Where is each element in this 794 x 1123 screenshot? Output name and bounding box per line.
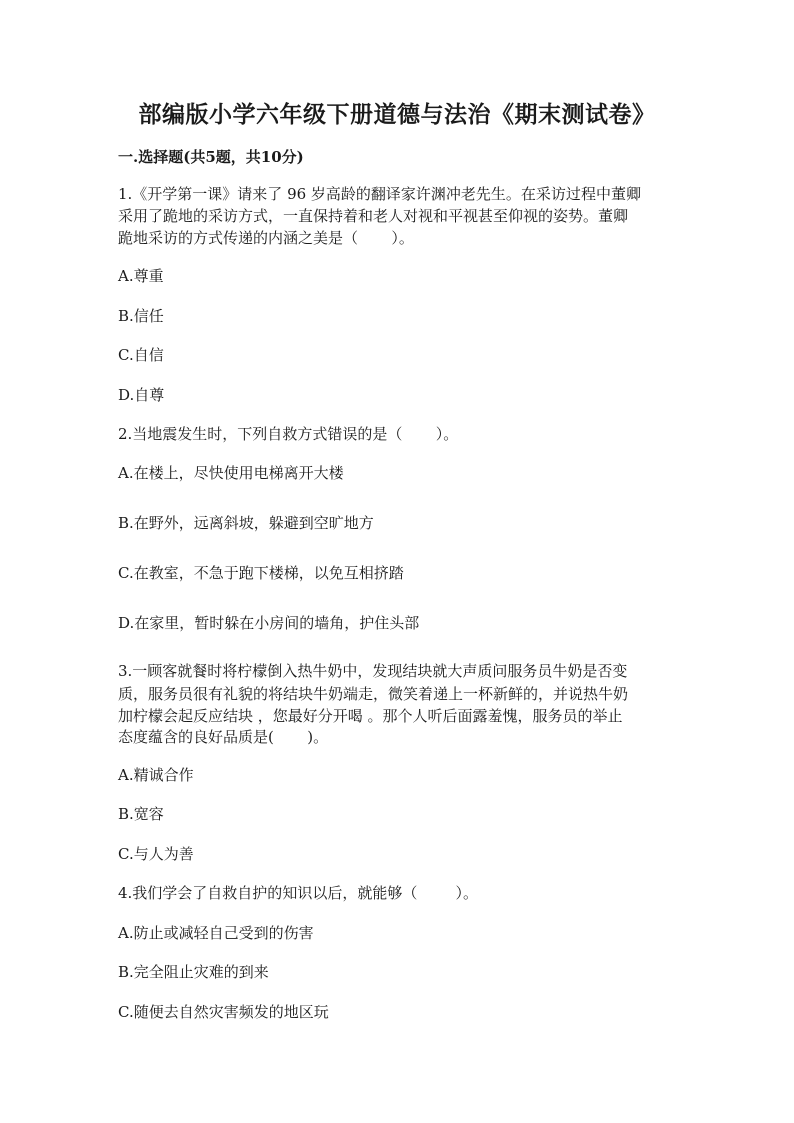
question-1-option-a: A.尊重 [118, 267, 164, 285]
question-2-option-c: C.在教室，不急于跑下楼梯，以免互相挤踏 [118, 564, 404, 582]
question-1-line-2: 采用了跪地的采访方式，一直保持着和老人对视和平视甚至仰视的姿势。董卿 [118, 207, 629, 225]
question-4-option-a: A.防止或减轻自己受到的伤害 [118, 924, 314, 942]
section-heading: 一.选择题(共5题，共10分) [118, 148, 304, 166]
question-1-option-d: D.自尊 [118, 386, 165, 404]
question-3-line-1: 3.一顾客就餐时将柠檬倒入热牛奶中，发现结块就大声质问服务员牛奶是否变 [118, 662, 628, 680]
question-4-option-c: C.随便去自然灾害频发的地区玩 [118, 1003, 329, 1021]
question-1-line-1: 1.《开学第一课》请来了 96 岁高龄的翻译家许渊冲老先生。在采访过程中董卿 [118, 185, 641, 203]
question-1-option-c: C.自信 [118, 346, 164, 364]
question-3-option-c: C.与人为善 [118, 845, 194, 863]
question-1-option-b: B.信任 [118, 307, 164, 325]
question-1-line-3: 跪地采访的方式传递的内涵之美是（ ）。 [118, 229, 414, 247]
question-2-option-b: B.在野外，远离斜坡，躲避到空旷地方 [118, 514, 374, 532]
question-3-line-3: 加柠檬会起反应结块 ，您最好分开喝 。那个人听后面露羞愧，服务员的举止 [118, 707, 623, 725]
question-2-option-a: A.在楼上，尽快使用电梯离开大楼 [118, 464, 344, 482]
question-3-line-4: 态度蕴含的良好品质是( )。 [118, 728, 329, 746]
document-title: 部编版小学六年级下册道德与法治《期末测试卷》 [138, 101, 656, 128]
question-3-option-a: A.精诚合作 [118, 766, 194, 784]
question-4-option-b: B.完全阻止灾难的到来 [118, 963, 269, 981]
question-2-option-d: D.在家里，暂时躲在小房间的墙角，护住头部 [118, 614, 420, 632]
question-3-line-2: 质，服务员很有礼貌的将结块牛奶端走，微笑着递上一杯新鲜的，并说热牛奶 [118, 685, 629, 703]
question-4-line-1: 4.我们学会了自救自护的知识以后，就能够（ ）。 [118, 884, 478, 902]
question-3-option-b: B.宽容 [118, 805, 164, 823]
question-2-line-1: 2.当地震发生时，下列自救方式错误的是（ ）。 [118, 425, 459, 443]
